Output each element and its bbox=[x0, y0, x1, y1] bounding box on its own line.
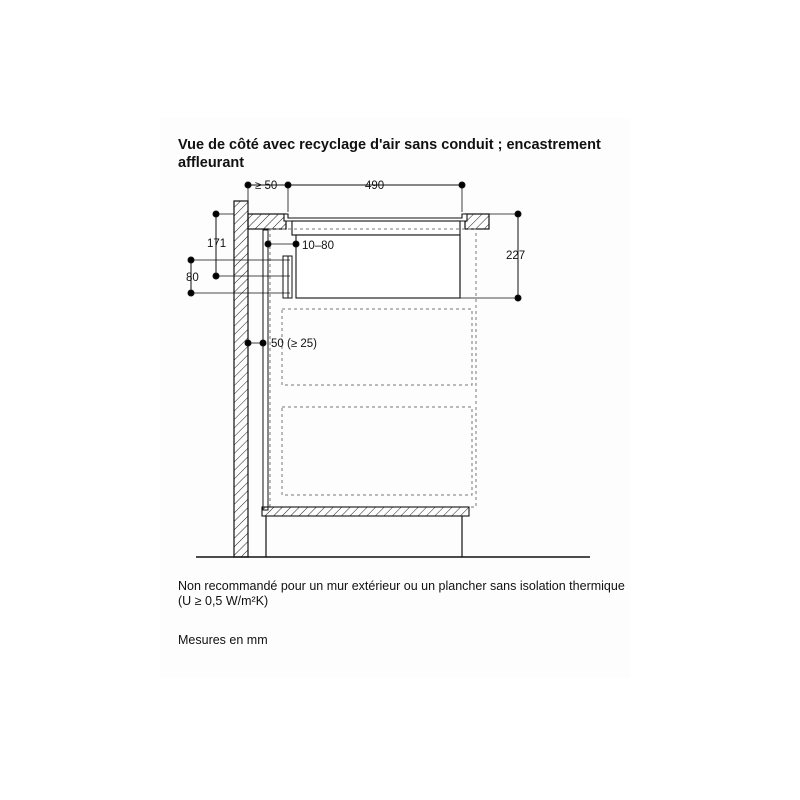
top-dimension-line bbox=[245, 182, 465, 212]
hob-body bbox=[292, 221, 460, 235]
dim-side-gap: ≥ 50 bbox=[255, 180, 278, 192]
title-line-2: affleurant bbox=[178, 155, 245, 171]
worktop-right bbox=[465, 214, 489, 229]
cabinet-back-panel bbox=[263, 230, 268, 510]
dim-depth: 227 bbox=[506, 250, 526, 262]
dim-plinth: 80 bbox=[186, 272, 199, 284]
dim-hob-width: 490 bbox=[365, 180, 385, 192]
hob-glass bbox=[284, 214, 467, 221]
title-line-1: Vue de côté avec recyclage d'air sans conduit ; encastrement bbox=[178, 137, 601, 153]
wall-gap-dimension bbox=[245, 340, 266, 346]
units-label: Mesures en mm bbox=[178, 633, 268, 647]
worktop-left bbox=[248, 214, 286, 229]
note-line-2: (U ≥ 0,5 W/m²K) bbox=[178, 594, 269, 608]
dim-gap-top: 10–80 bbox=[302, 240, 334, 252]
dim-wall-gap: 50 (≥ 25) bbox=[271, 338, 317, 350]
note-line-1: Non recommandé pour un mur extérieur ou un plancher sans isolation thermique bbox=[178, 579, 625, 593]
cabinet-base bbox=[262, 507, 469, 516]
gap-dimension bbox=[265, 241, 299, 247]
thermal-note bbox=[178, 579, 638, 609]
dim-top-height: 171 bbox=[207, 238, 227, 250]
wall bbox=[234, 201, 248, 557]
